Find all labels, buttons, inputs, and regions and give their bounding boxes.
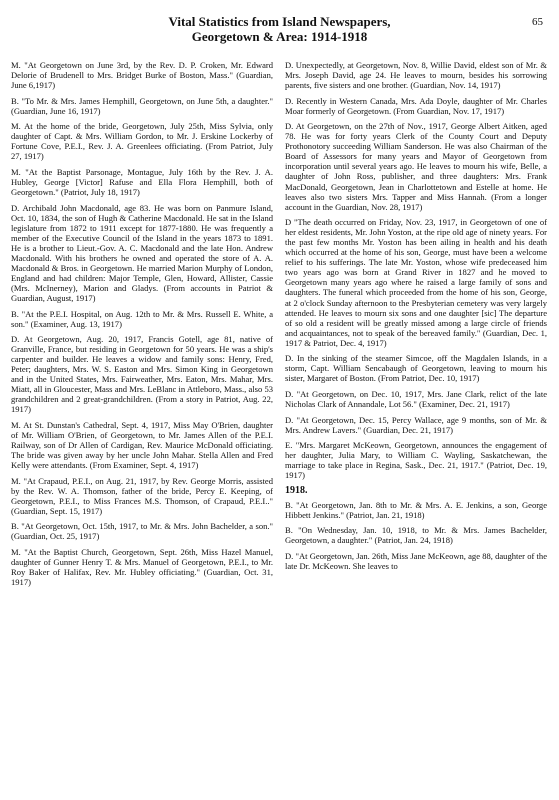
entry: M. "At Crapaud, P.E.I., on Aug. 21, 1917, by Rev. George Morris, assisted by the Rev. W. A. Thomson, father of the bride, Percy E. Keeping, of Georgetown, P.E.I., to Miss Frances M.S. Thomson, of Crapaud, P.E.I.." (Guardian, Sept. 15, 1917) xyxy=(11,475,273,516)
entry: D. Unexpectedly, at Georgetown, Nov. 8, Willie David, eldest son of Mr. & Mrs. Joseph David, age 24. He leaves to mourn, besides his sorrowing parents, five sisters and one brother. (Guardian, Nov. 14, 1917) xyxy=(285,60,547,91)
entry: D. In the sinking of the steamer Simcoe, off the Magdalen Islands, in a storm, Capt. William Sencabaugh of Georgetown, leaving to mourn his sister, Margaret of Boston. (From Patriot, Dec. 10, 1917) xyxy=(285,353,547,384)
entry: M. "At Georgetown on June 3rd, by the Rev. D. P. Croken, Mr. Edward Delorie of Brudenell to Mrs. Bridget Burke of Boston, Mass." (Guardian, June 6,1917) xyxy=(11,60,273,91)
page-subtitle: Georgetown & Area: 1914-1918 xyxy=(191,29,368,44)
entry: D. Archibald John Macdonald, age 83. He was born on Panmure Island, Oct. 10, 1834, the son of Hugh & Catherine Macdonald. He sat in the Island legislature from 1872 to 1911 except for 1877-1880. He was frequently a member of the Executive Council of the Island in the years 1873 to 1891. He is a brother to Lieut.-Gov. A. C. Macdonald and the late Hon. Andrew Macdonald. With his brothers he owned and operated the store of A. A. Macdonald & Bros. in Georgetown. He married Marion Murphy of London, England and had children: Major Temple, Glen, Howard, Allister, Cassie (Mrs. McInerney), Marion and Gladys. (From accounts in Patriot & Guardian, August, 1917) xyxy=(11,202,273,303)
entry: B. "On Wednesday, Jan. 10, 1918, to Mr. & Mrs. James Bachelder, Georgetown, a daughter." (Patriot, Jan. 24, 1918) xyxy=(285,525,547,546)
entry: B. "To Mr. & Mrs. James Hemphill, Georgetown, on June 5th, a daughter." (Guardian, June 16, 1917) xyxy=(11,95,273,116)
entry: B. "At the P.E.I. Hospital, on Aug. 12th to Mr. & Mrs. Russell E. White, a son." (Examiner, Aug. 13, 1917) xyxy=(11,308,273,329)
entry: M. "At the Baptist Church, Georgetown, Sept. 26th, Miss Hazel Manuel, daughter of Gunner Henry T. & Mrs. Manuel of Georgetown, P.E.I., to Mr. Roy Baker of Halifax, Rev. Mr. Hubley officiating." (Guardian, Oct. 31, 1917) xyxy=(11,547,273,588)
entry: E. "Mrs. Margaret McKeown, Georgetown, announces the engagement of her daughter, Julia Mary, to William C. Wayling, Saskatchewan, the marriage to take place in Regina, Sask., Dec. 21, 1917." (Patriot, Dec. 19, 1917) xyxy=(285,440,547,481)
entry: D. At Georgetown, on the 27th of Nov., 1917, George Albert Aitken, aged 78. He was for forty years Clerk of the County Court and Deputy Prothonotory succeeding William Sanderson. He was also Chairman of the Board of Assessors for many years and Mayor of Georgetown from incorporation until several years ago. He leaves to mourn his wife, Belle, a daughter of John Ross, publisher, and three daughters: Mrs. Frank MacDonald, Georgetown, Jean in Charlottetown and Estelle at home. He leaves also two sisters Mrs. Tapper and Miss Hannah. (From a longer account in the Guardian, Nov. 28, 1917) xyxy=(285,121,547,212)
entry: B. "At Georgetown, Jan. 8th to Mr. & Mrs. A. E. Jenkins, a son, George Hibbett Jenkins." (Patriot, Jan. 21, 1918) xyxy=(285,499,547,520)
left-column xyxy=(11,60,273,593)
entry: D. "At Georgetown, on Dec. 10, 1917, Mrs. Jane Clark, relict of the late Nicholas Clark of Annandale, Lot 56." (Examiner, Dec. 21, 1917) xyxy=(285,388,547,409)
page-header xyxy=(0,14,559,44)
entry: M. At St. Dunstan's Cathedral, Sept. 4, 1917, Miss May O'Brien, daughter of Mr. William O'Brien, of Georgetown, to Mr. James Allen of the P.E.I. Railway, son of Dr Allen of Cardigan, Rev. Maurice McDonald officiating. The bride was given away by her uncle John Mahar. Stella Allen and Fred Kelly were attendants. (From Examiner, Sept. 4, 1917) xyxy=(11,420,273,471)
entry: D "The death occurred on Friday, Nov. 23, 1917, in Georgetown of one of her eldest residents, Mr. John Yoston, at the ripe old age of ninety years. For the past few months Mr. Yoston has been ailing in health and his death which occurred at the home of his son, George, must have been a welcome relief to his sufferings. The late Mr. Yoston, whose wife predeceased him two years ago was born at Grand River in 1827 and he moved to Georgetown many years ago where he raised a large family of sons and daughters. The funeral which proceeded from the home of his son, George, at 2 o'clock Sunday afternoon to the Presbyterian cemetery was very largely attended. He leaves to mourn six sons and one daughter [sic] The departure of so old a resident will be greatly missed among a large circle of friends and acquaintances, not to speak of the bereaved family." (Guardian, Dec. 1, 1917 & Patriot, Dec. 4, 1917) xyxy=(285,217,547,348)
page-number: 65 xyxy=(532,16,543,28)
entry: M. "At the Baptist Parsonage, Montague, July 16th by the Rev. J. A. Hubley, George [Victor] Rafuse and Ella Flora Hemphill, both of Georgetown." (Patriot, July 18, 1917) xyxy=(11,166,273,198)
entry: B. "At Georgetown, Oct. 15th, 1917, to Mr. & Mrs. John Bachelder, a son." (Guardian, Oct. 25, 1917) xyxy=(11,521,273,542)
right-column xyxy=(285,60,547,577)
year-heading: 1918. xyxy=(285,484,308,496)
entry: D. Recently in Western Canada, Mrs. Ada Doyle, daughter of Mr. Charles Moar formerly of Georgetown. (From Guardian, Nov. 17, 1917) xyxy=(285,95,547,116)
entry: D. "At Georgetown, Jan. 26th, Miss Jane McKeown, age 88, daughter of the late Dr. McKeown. She leaves to xyxy=(285,551,547,572)
entry: D. "At Georgetown, Dec. 15, Percy Wallace, age 9 months, son of Mr. & Mrs. Andrew Lavers." (Guardian, Dec. 21, 1917) xyxy=(285,414,547,435)
page-title: Vital Statistics from Island Newspapers, xyxy=(168,14,391,29)
entry: D. At Georgetown, Aug. 20, 1917, Francis Gotell, age 81, native of Granville, France, but residing in Georgetown for 50 years. He was a ship's carpenter and builder. He leaves a widow and family sons: Henry, Fred, Peter; daughters, Mrs. W. S. Easton and Mrs. Simon King in Georgetown and in the United States, Mrs. Fairweather, Mrs. Eaton, Mrs. Mahar, Mrs. Miatt, all in Gloucester, Mass and Mrs. LeBlanc in Attleboro, Mass., also 53 grandchildren and 2 great-grandchildren. (From a story in Patriot, Aug. 22, 1917) xyxy=(11,334,273,415)
entry: M. At the home of the bride, Georgetown, July 25th, Miss Sylvia, only daughter of Capt. & Mrs. William Gordon, to Mr. J. Erskine Lockerby of Fortune Cove, P.E.I., Rev. J. A. Greenlees officiating. (From Patriot, July 27, 1917) xyxy=(11,121,273,162)
